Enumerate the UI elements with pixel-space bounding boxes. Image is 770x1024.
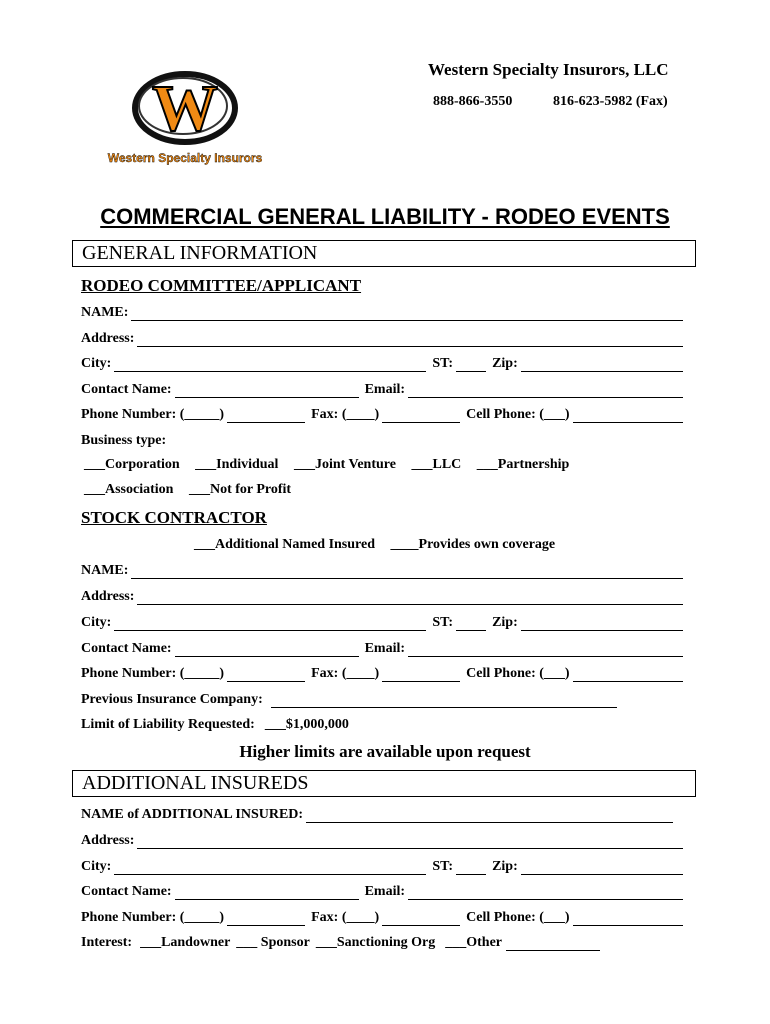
additional-email-field[interactable] (408, 886, 683, 900)
applicant-city-row: City: ST: Zip: (81, 354, 683, 372)
additional-state-field[interactable] (456, 861, 486, 875)
logo-text: Western Specialty Insurors (107, 151, 263, 165)
stock-address-row: Address: (81, 587, 683, 605)
form-title: COMMERCIAL GENERAL LIABILITY - RODEO EVENTS (100, 204, 670, 229)
stock-fax-field[interactable] (382, 668, 460, 682)
stock-phone-field[interactable] (227, 668, 305, 682)
additional-phone-row: Phone Number: (_____) Fax: (____) Cell Phone: (___) (81, 908, 683, 926)
interest-sanctioning-org[interactable]: ___Sanctioning Org (315, 935, 436, 950)
additional-contact-row: Contact Name: Email: (81, 882, 683, 900)
additional-name-field[interactable] (306, 809, 673, 823)
business-type-corporation[interactable]: ___Corporation (84, 457, 180, 472)
applicant-phone-field[interactable] (227, 409, 305, 423)
stock-contact-row: Contact Name: Email: (81, 639, 683, 657)
company-logo (95, 70, 275, 170)
stock-contact-field[interactable] (175, 643, 359, 657)
additional-interest-row: Interest: ___Landowner ___ Sponsor ___Sanctioning Org ___Other (81, 933, 641, 951)
business-type-joint-venture[interactable]: ___Joint Venture (293, 457, 396, 472)
applicant-zip-field[interactable] (521, 358, 683, 372)
stock-name-row: NAME: (81, 561, 683, 579)
logo-letter: W (152, 72, 218, 145)
additional-city-field[interactable] (114, 861, 426, 875)
applicant-address-field[interactable] (137, 333, 683, 347)
section-additional-insureds (72, 770, 696, 797)
business-type-partnership[interactable]: ___Partnership (476, 457, 570, 472)
additional-zip-field[interactable] (521, 861, 683, 875)
section-heading: ADDITIONAL INSUREDS (82, 772, 309, 794)
additional-address-row: Address: (81, 831, 683, 849)
stock-zip-field[interactable] (521, 617, 683, 631)
business-type-label: Business type: (81, 433, 167, 448)
business-type-individual[interactable]: ___Individual (195, 457, 279, 472)
section-heading: GENERAL INFORMATION (82, 242, 318, 264)
applicant-name-field[interactable] (131, 307, 683, 321)
stock-contractor-heading: STOCK CONTRACTOR (81, 508, 267, 527)
applicant-state-field[interactable] (456, 358, 486, 372)
stock-prev-insurance-field[interactable] (271, 694, 617, 708)
additional-fax-field[interactable] (382, 912, 460, 926)
company-fax: 816-623-5982 (Fax) (553, 94, 668, 109)
company-name: Western Specialty Insurors, LLC (428, 60, 669, 79)
stock-name-field[interactable] (131, 565, 683, 579)
applicant-cell-field[interactable] (573, 409, 683, 423)
interest-landowner[interactable]: ___Landowner (140, 935, 231, 950)
applicant-city-field[interactable] (114, 358, 426, 372)
applicant-address-row: Address: (81, 329, 683, 347)
additional-address-field[interactable] (137, 835, 683, 849)
interest-sponsor[interactable]: ___ Sponsor (236, 935, 310, 950)
stock-prev-insurance-row: Previous Insurance Company: (81, 690, 617, 708)
applicant-phone-row: Phone Number: (_____) Fax: (____) Cell Phone: (___) (81, 405, 683, 423)
applicant-email-field[interactable] (408, 384, 683, 398)
business-types-row1 (84, 457, 581, 473)
additional-name-row: NAME of ADDITIONAL INSURED: (81, 805, 673, 823)
additional-city-row: City: ST: Zip: (81, 857, 683, 875)
stock-limit-option[interactable]: ___$1,000,000 (264, 717, 349, 732)
option-provides-own-coverage[interactable]: ____Provides own coverage (390, 537, 556, 552)
section-general-information (72, 240, 696, 267)
company-phone: 888-866-3550 (433, 94, 513, 109)
business-type-llc[interactable]: ___LLC (411, 457, 462, 472)
business-type-not-for-profit[interactable]: ___Not for Profit (188, 482, 292, 497)
business-type-association[interactable]: ___Association (84, 482, 174, 497)
stock-city-row: City: ST: Zip: (81, 613, 683, 631)
option-additional-named-insured[interactable]: ___Additional Named Insured (194, 537, 376, 552)
applicant-contact-field[interactable] (175, 384, 359, 398)
stock-coverage-options (194, 537, 567, 553)
interest-other[interactable]: ___Other (445, 935, 502, 950)
stock-email-field[interactable] (408, 643, 683, 657)
applicant-fax-field[interactable] (382, 409, 460, 423)
interest-other-field[interactable] (506, 937, 600, 951)
stock-limit-row: Limit of Liability Requested: ___$1,000,000 (81, 717, 349, 732)
additional-contact-field[interactable] (175, 886, 359, 900)
business-types-row2 (84, 482, 303, 498)
additional-cell-field[interactable] (573, 912, 683, 926)
rodeo-committee-heading: RODEO COMMITTEE/APPLICANT (81, 276, 362, 295)
stock-phone-row: Phone Number: (_____) Fax: (____) Cell Phone: (___) (81, 664, 683, 682)
stock-address-field[interactable] (137, 591, 683, 605)
applicant-name-row: NAME: (81, 303, 683, 321)
additional-phone-field[interactable] (227, 912, 305, 926)
stock-state-field[interactable] (456, 617, 486, 631)
applicant-contact-row: Contact Name: Email: (81, 380, 683, 398)
higher-limits-note: Higher limits are available upon request (239, 742, 531, 761)
stock-cell-field[interactable] (573, 668, 683, 682)
stock-city-field[interactable] (114, 617, 426, 631)
